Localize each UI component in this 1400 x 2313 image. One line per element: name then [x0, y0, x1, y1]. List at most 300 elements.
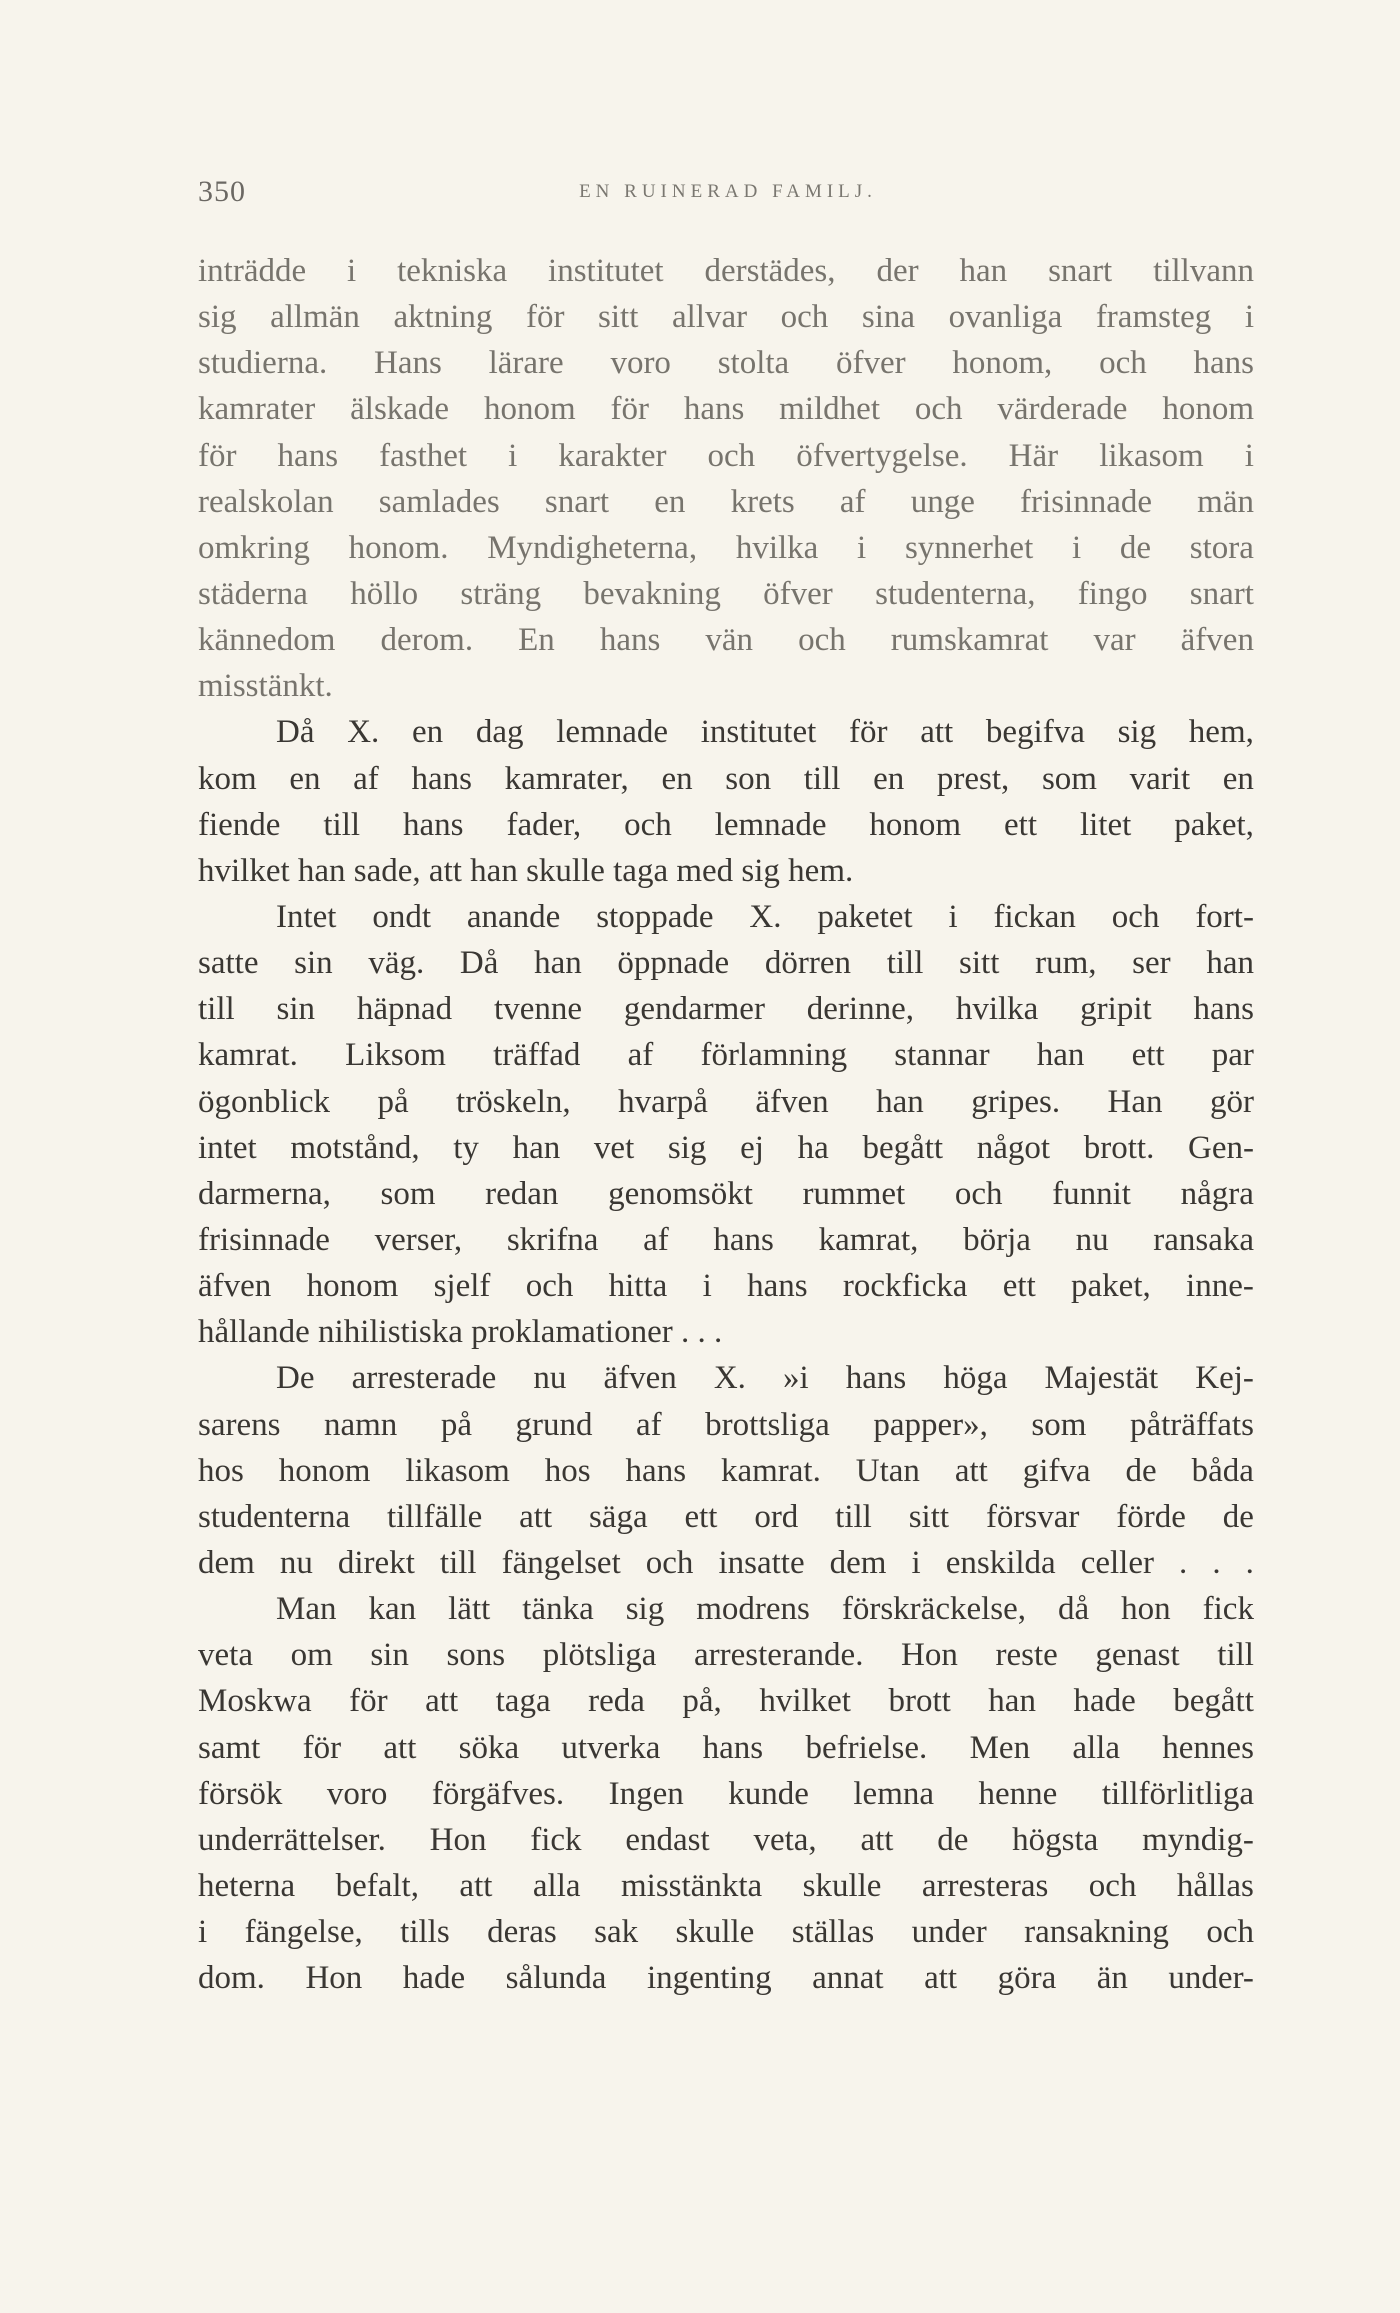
word: män — [1197, 483, 1254, 520]
word: sitt — [959, 945, 1000, 982]
word: tillvann — [1153, 253, 1254, 289]
word: son — [725, 760, 772, 797]
text-line — [198, 1448, 1254, 1494]
word: lemna — [853, 1775, 935, 1812]
text-line — [198, 1909, 1254, 1955]
word: sig — [667, 1129, 707, 1166]
text-line — [198, 1032, 1254, 1078]
word: Majestät — [1044, 1360, 1159, 1397]
word: snart — [1048, 253, 1113, 289]
page-number: 350 — [198, 175, 246, 208]
word: hans — [599, 622, 661, 659]
text-run: hvilket han sade, att han skulle taga med sig hem. — [198, 852, 854, 889]
word: de — [937, 1821, 969, 1858]
word: celler — [1080, 1544, 1154, 1581]
word: i — [1071, 529, 1082, 566]
word: ty — [453, 1129, 479, 1166]
word: Man — [276, 1591, 337, 1628]
word: par — [1211, 1037, 1254, 1074]
word: inne- — [1186, 1268, 1254, 1305]
word: unge — [910, 483, 975, 520]
word: sjelf — [433, 1268, 491, 1305]
word: samt — [198, 1729, 261, 1766]
word: om — [290, 1637, 333, 1674]
word: än — [1096, 1960, 1128, 1997]
word: dom. — [198, 1960, 265, 1997]
text-line — [198, 1171, 1254, 1217]
word: taga — [495, 1683, 551, 1720]
body-text — [198, 248, 1254, 2001]
word: verser, — [374, 1221, 463, 1258]
page-header — [198, 175, 1258, 215]
text-line — [198, 663, 1254, 709]
word: samlades — [378, 483, 500, 520]
word: kamrat. — [198, 1037, 298, 1074]
word: vän — [705, 622, 754, 659]
word: kamrater — [198, 391, 316, 428]
word: honom — [306, 1268, 399, 1305]
word: en — [1222, 760, 1254, 797]
text-run: misstänkt. — [198, 668, 333, 705]
word: honom. — [348, 529, 449, 566]
word: mildhet — [779, 391, 880, 428]
text-line — [198, 848, 1254, 894]
word: sarens — [198, 1406, 281, 1443]
word: till — [803, 760, 841, 797]
word: hos — [544, 1452, 591, 1489]
word: heterna — [198, 1867, 296, 1904]
word: fickan — [993, 898, 1076, 935]
word: reste — [995, 1637, 1058, 1674]
word: grund — [515, 1406, 593, 1443]
word: deras — [487, 1914, 557, 1951]
word: han — [959, 253, 1008, 289]
word: . — [1245, 1544, 1254, 1581]
word: honom — [869, 806, 962, 843]
word: han — [1036, 1037, 1085, 1074]
word: under — [911, 1914, 987, 1951]
word: Men — [969, 1729, 1031, 1766]
word: kunde — [728, 1775, 809, 1812]
word: ovanliga — [948, 299, 1063, 336]
word: hvilka — [955, 991, 1039, 1028]
word: Hon — [901, 1637, 958, 1674]
word: att — [924, 1960, 958, 1997]
word: nu — [1075, 1221, 1109, 1258]
word: voro — [326, 1775, 388, 1812]
word: öfver — [763, 575, 833, 612]
text-line — [198, 433, 1254, 479]
word: att — [519, 1498, 553, 1535]
word: hvilka — [735, 529, 819, 566]
word: öfver — [835, 345, 906, 382]
text-line — [198, 1817, 1254, 1863]
word: framsteg — [1095, 299, 1212, 336]
text-line — [198, 1955, 1254, 2001]
word: börja — [963, 1221, 1031, 1258]
word: för — [610, 391, 649, 428]
word: tillfälle — [386, 1498, 483, 1535]
word: träffad — [493, 1037, 581, 1074]
word: genomsökt — [608, 1175, 753, 1212]
word: skulle — [802, 1867, 882, 1904]
word: tänka — [522, 1591, 594, 1628]
text-line — [198, 1309, 1254, 1355]
word: Liksom — [345, 1037, 446, 1074]
word: en — [654, 483, 686, 520]
word: brott — [888, 1683, 951, 1720]
word: tillförlitliga — [1101, 1775, 1254, 1812]
word: stoppade — [596, 898, 714, 935]
word: Hon — [305, 1960, 363, 1997]
word: papper», — [873, 1406, 988, 1443]
word: veta — [198, 1637, 253, 1674]
word: hans — [1193, 345, 1254, 382]
word: kamrat. — [720, 1452, 821, 1489]
word: alla — [1072, 1729, 1120, 1766]
word: af — [353, 760, 379, 797]
word: ett — [684, 1498, 718, 1535]
text-line — [198, 1632, 1254, 1678]
word: Här — [1008, 437, 1059, 474]
word: äfven — [755, 1083, 829, 1120]
word: för — [848, 714, 888, 751]
word: Då — [276, 714, 315, 751]
word: förde — [1116, 1498, 1186, 1535]
word: ha — [797, 1129, 829, 1166]
word: hans — [683, 391, 745, 428]
word: i — [1244, 437, 1254, 474]
word: han — [1206, 945, 1254, 982]
word: och — [1111, 898, 1160, 935]
word: prest, — [936, 760, 1010, 797]
word: hans — [713, 1221, 774, 1258]
word: sålunda — [505, 1960, 607, 1997]
word: som — [1041, 760, 1097, 797]
word: i — [948, 898, 958, 935]
word: Han — [1107, 1083, 1163, 1120]
word: bevakning — [583, 575, 721, 612]
word: honom — [1162, 391, 1254, 428]
word: att — [954, 1452, 988, 1489]
text-line — [198, 894, 1254, 940]
word: sak — [594, 1914, 639, 1951]
word: stannar — [894, 1037, 990, 1074]
text-line — [198, 1586, 1254, 1632]
word: lemnade — [556, 714, 669, 751]
word: hem, — [1188, 714, 1254, 751]
word: hans — [277, 437, 339, 474]
word: alla — [532, 1867, 581, 1904]
word: en — [873, 760, 905, 797]
word: sig — [198, 299, 237, 336]
word: karakter — [558, 437, 667, 474]
word: begått — [1173, 1683, 1254, 1720]
word: intet — [198, 1129, 257, 1166]
word: genast — [1095, 1637, 1180, 1674]
word: nu — [279, 1544, 313, 1581]
word: af — [636, 1406, 662, 1443]
word: kamrater, — [504, 760, 629, 797]
word: snart — [544, 483, 610, 520]
word: lemnade — [714, 806, 827, 843]
word: hvilket — [759, 1683, 851, 1720]
word: gör — [1209, 1083, 1254, 1120]
word: kom — [198, 760, 257, 797]
word: ett — [1002, 1268, 1036, 1305]
word: frisinnade — [1020, 483, 1152, 520]
text-line — [198, 1079, 1254, 1125]
word: Intet — [276, 898, 337, 935]
word: rum, — [1035, 945, 1097, 982]
word: fader, — [506, 806, 582, 843]
word: hade — [1073, 1683, 1136, 1720]
word: de — [1222, 1498, 1254, 1535]
word: synnerhet — [904, 529, 1034, 566]
word: En — [518, 622, 555, 659]
word: ingenting — [646, 1960, 772, 1997]
word: hitta — [608, 1268, 668, 1305]
word: något — [976, 1129, 1051, 1166]
word: sitt — [908, 1498, 950, 1535]
text-line — [198, 386, 1254, 432]
word: likasom — [405, 1452, 510, 1489]
word: rummet — [802, 1175, 906, 1212]
word: arresteras — [921, 1867, 1049, 1904]
word: honom — [483, 391, 576, 428]
word: derstädes, — [704, 253, 836, 289]
word: hennes — [1162, 1729, 1254, 1766]
word: honom — [278, 1452, 371, 1489]
word: frisinnade — [198, 1221, 330, 1258]
word: i — [1244, 299, 1254, 336]
word: litet — [1079, 806, 1132, 843]
word: motstånd, — [290, 1129, 420, 1166]
text-line — [198, 248, 1254, 294]
word: kan — [368, 1591, 417, 1628]
word: ondt — [372, 898, 432, 935]
word: studenterna, — [875, 575, 1036, 612]
word: i — [508, 437, 518, 474]
word: en — [412, 714, 444, 751]
word: några — [1180, 1175, 1254, 1212]
word: underrättelser. — [198, 1821, 386, 1858]
word: funnit — [1052, 1175, 1131, 1212]
word: direkt — [337, 1544, 415, 1581]
word: att — [459, 1867, 493, 1904]
word: äfven — [603, 1360, 677, 1397]
word: som — [1031, 1406, 1087, 1443]
word: Myndigheterna, — [487, 529, 698, 566]
word: studierna. — [198, 345, 328, 382]
word: aktning — [393, 299, 493, 336]
word: ord — [754, 1498, 799, 1535]
word: då — [1058, 1591, 1090, 1628]
word: dem — [829, 1544, 887, 1581]
word: der — [876, 253, 919, 289]
word: till — [323, 806, 361, 843]
word: dag — [475, 714, 524, 751]
word: Utan — [855, 1452, 920, 1489]
word: till — [835, 1498, 872, 1535]
word: var — [1093, 622, 1136, 659]
word: Gen- — [1188, 1129, 1254, 1166]
word: institutet — [700, 714, 817, 751]
text-line — [198, 1217, 1254, 1263]
word: i — [198, 1914, 208, 1951]
word: fort- — [1195, 898, 1254, 935]
text-line — [198, 709, 1254, 755]
word: Hans — [373, 345, 442, 382]
word: att — [383, 1729, 417, 1766]
word: satte — [198, 945, 259, 982]
word: högsta — [1012, 1821, 1099, 1858]
word: och — [954, 1175, 1003, 1212]
word: en — [661, 760, 693, 797]
word: institutet — [548, 253, 664, 289]
word: älskade — [350, 391, 450, 428]
word: befalt, — [335, 1867, 419, 1904]
word: paketet — [817, 898, 913, 935]
word: misstänkta — [620, 1867, 763, 1904]
word: redan — [485, 1175, 559, 1212]
text-line — [198, 1494, 1254, 1540]
word: till — [439, 1544, 477, 1581]
text-line — [198, 1771, 1254, 1817]
text-line — [198, 294, 1254, 340]
text-line — [198, 1725, 1254, 1771]
word: reda — [588, 1683, 645, 1720]
word: på, — [682, 1683, 722, 1720]
word: . — [1179, 1544, 1188, 1581]
word: lärare — [488, 345, 564, 382]
word: sons — [446, 1637, 506, 1674]
text-line — [198, 1355, 1254, 1401]
word: fasthet — [379, 437, 468, 474]
word: båda — [1191, 1452, 1254, 1489]
word: Ingen — [608, 1775, 684, 1812]
word: förskräckelse, — [841, 1591, 1027, 1628]
word: och — [1099, 345, 1147, 382]
word: realskolan — [198, 483, 334, 520]
word: arresterade — [351, 1360, 497, 1397]
word: sin — [370, 1637, 409, 1674]
word: ransaka — [1153, 1221, 1254, 1258]
word: hans — [747, 1268, 808, 1305]
word: utverka — [561, 1729, 661, 1766]
word: anande — [466, 898, 561, 935]
word: ögonblick — [198, 1083, 330, 1120]
word: derinne, — [806, 991, 914, 1028]
word: och — [707, 437, 756, 474]
text-run: hållande nihilistiska proklamationer . . . — [198, 1314, 723, 1351]
word: att — [860, 1821, 894, 1858]
word: kamrat, — [818, 1221, 919, 1258]
word: att — [425, 1683, 459, 1720]
text-line — [198, 571, 1254, 617]
word: dem — [198, 1544, 255, 1581]
word: de — [1125, 1452, 1157, 1489]
word: rumskamrat — [890, 622, 1049, 659]
text-line — [198, 1863, 1254, 1909]
word: en — [289, 760, 321, 797]
word: brott. — [1083, 1129, 1155, 1166]
word: göra — [997, 1960, 1057, 1997]
word: Då — [459, 945, 499, 982]
word: att — [920, 714, 954, 751]
word: tröskeln, — [456, 1083, 571, 1120]
word: fängelset — [501, 1544, 621, 1581]
word: värderade — [997, 391, 1128, 428]
text-line — [198, 1125, 1254, 1171]
word: som — [380, 1175, 436, 1212]
word: henne — [978, 1775, 1058, 1812]
word: tvenne — [494, 991, 582, 1028]
word: söka — [458, 1729, 520, 1766]
word: i — [347, 253, 357, 289]
word: Kej- — [1195, 1360, 1254, 1397]
word: fick — [530, 1821, 582, 1858]
word: . — [1212, 1544, 1221, 1581]
word: till — [1217, 1637, 1254, 1674]
word: i — [857, 529, 867, 566]
word: på — [440, 1406, 472, 1443]
word: hans — [845, 1360, 907, 1397]
word: myndig- — [1142, 1821, 1254, 1858]
word: höga — [943, 1360, 1008, 1397]
word: derom. — [380, 622, 474, 659]
word: han — [876, 1083, 924, 1120]
word: insatte — [718, 1544, 805, 1581]
text-line — [198, 756, 1254, 802]
word: han — [534, 945, 582, 982]
word: fängelse, — [244, 1914, 363, 1951]
word: gripit — [1080, 991, 1152, 1028]
word: ett — [1004, 806, 1037, 843]
word: skulle — [675, 1914, 755, 1951]
text-line — [198, 802, 1254, 848]
text-line — [198, 986, 1254, 1032]
word: hvarpå — [618, 1083, 708, 1120]
word: säga — [588, 1498, 648, 1535]
text-line — [198, 617, 1254, 663]
word: och — [1088, 1867, 1137, 1904]
word: och — [798, 622, 846, 659]
word: befrielse. — [805, 1729, 928, 1766]
word: voro — [610, 345, 671, 382]
word: arresterande. — [693, 1637, 864, 1674]
word: veta, — [753, 1821, 817, 1858]
text-line — [198, 1402, 1254, 1448]
word: De — [276, 1360, 315, 1397]
word: af — [839, 483, 866, 520]
word: X. — [347, 714, 380, 751]
word: af — [627, 1037, 654, 1074]
word: hade — [402, 1960, 466, 1997]
word: hållas — [1176, 1867, 1254, 1904]
word: fick — [1202, 1591, 1254, 1628]
word: Moskwa — [198, 1683, 312, 1720]
word: och — [780, 299, 829, 336]
word: honom, — [952, 345, 1053, 382]
word: sin — [276, 991, 316, 1028]
word: skrifna — [506, 1221, 599, 1258]
text-line — [198, 1540, 1254, 1586]
word: förlamning — [700, 1037, 848, 1074]
word: fingo — [1077, 575, 1148, 612]
word: på — [377, 1083, 409, 1120]
word: till — [198, 991, 235, 1028]
